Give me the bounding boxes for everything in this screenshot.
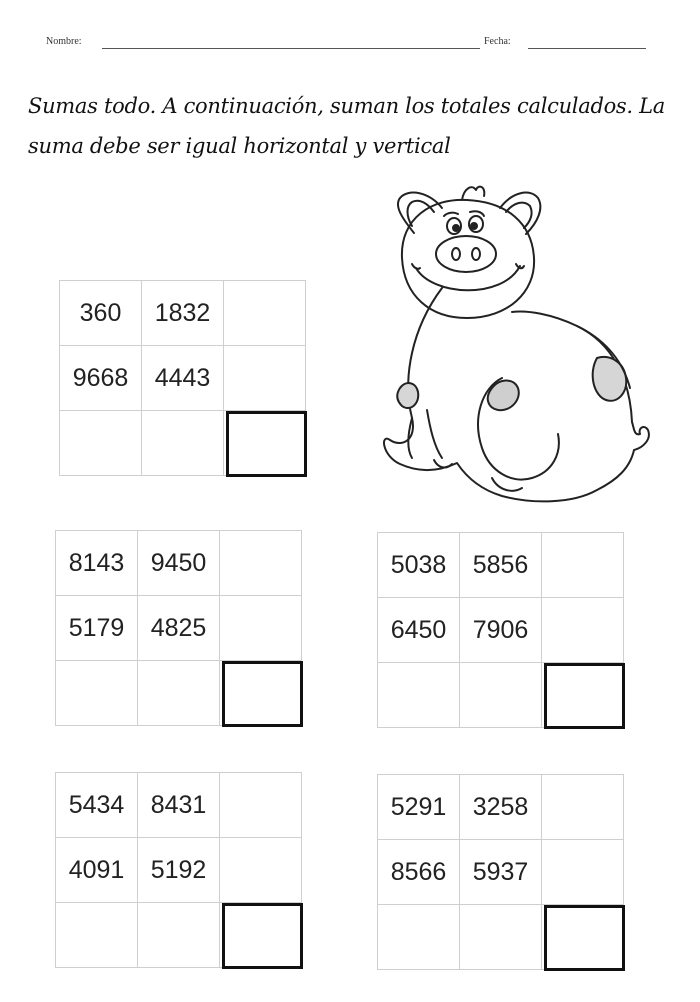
addend-cell: 5434 [56, 773, 138, 838]
column-sum-cell[interactable] [138, 903, 220, 968]
sum-grid-3 [377, 532, 624, 728]
grand-total-cell[interactable] [542, 905, 624, 970]
addend-cell: 360 [60, 281, 142, 346]
row-sum-cell[interactable] [542, 533, 624, 598]
column-sum-cell[interactable] [60, 411, 142, 476]
grand-total-box [222, 903, 303, 969]
column-sum-cell[interactable] [460, 905, 542, 970]
sum-grid-2 [55, 530, 302, 726]
row-sum-cell[interactable] [220, 773, 302, 838]
addend-cell: 5937 [460, 840, 542, 905]
grid-row [56, 531, 302, 596]
addend-cell: 9668 [60, 346, 142, 411]
instructions-text: Sumas todo. A continuación, suman los totales calculados. La suma debe ser igual horizontal y vertical [28, 94, 666, 158]
grand-total-cell[interactable] [220, 661, 302, 726]
row-sum-cell[interactable] [224, 346, 306, 411]
addend-cell: 8431 [138, 773, 220, 838]
grid-row [378, 905, 624, 970]
row-sum-cell[interactable] [542, 598, 624, 663]
grid-row [60, 411, 306, 476]
grid-row [60, 281, 306, 346]
grand-total-cell[interactable] [220, 903, 302, 968]
addend-cell: 9450 [138, 531, 220, 596]
column-sum-cell[interactable] [460, 663, 542, 728]
grid-row [56, 596, 302, 661]
row-sum-cell[interactable] [220, 531, 302, 596]
addend-cell: 1832 [142, 281, 224, 346]
addend-cell: 4091 [56, 838, 138, 903]
addend-cell: 4443 [142, 346, 224, 411]
row-sum-cell[interactable] [224, 281, 306, 346]
date-label: Fecha: [484, 36, 511, 47]
grand-total-box [544, 663, 625, 729]
grand-total-box [222, 661, 303, 727]
grand-total-cell[interactable] [224, 411, 306, 476]
grid-row [378, 598, 624, 663]
name-field[interactable] [102, 48, 480, 49]
sum-grid-5 [377, 774, 624, 970]
sum-grid-4 [55, 772, 302, 968]
sum-grid-1 [59, 280, 306, 476]
addend-cell: 5192 [138, 838, 220, 903]
grand-total-cell[interactable] [542, 663, 624, 728]
grid-row [56, 838, 302, 903]
addend-cell: 8566 [378, 840, 460, 905]
grid-row [378, 663, 624, 728]
grid-row [378, 775, 624, 840]
grid-row [56, 773, 302, 838]
name-label: Nombre: [46, 36, 82, 47]
grid-row [56, 903, 302, 968]
header [46, 36, 656, 52]
addend-cell: 7906 [460, 598, 542, 663]
row-sum-cell[interactable] [220, 596, 302, 661]
grand-total-box [226, 411, 307, 477]
column-sum-cell[interactable] [56, 661, 138, 726]
addend-cell: 6450 [378, 598, 460, 663]
grid-row [60, 346, 306, 411]
pig-icon [372, 178, 662, 518]
date-field[interactable] [528, 48, 646, 49]
row-sum-cell[interactable] [542, 840, 624, 905]
grid-row [378, 840, 624, 905]
row-sum-cell[interactable] [220, 838, 302, 903]
grid-row [56, 661, 302, 726]
column-sum-cell[interactable] [56, 903, 138, 968]
addend-cell: 5179 [56, 596, 138, 661]
addend-cell: 8143 [56, 531, 138, 596]
addend-cell: 5038 [378, 533, 460, 598]
addend-cell: 3258 [460, 775, 542, 840]
grand-total-box [544, 905, 625, 971]
addend-cell: 4825 [138, 596, 220, 661]
addend-cell: 5291 [378, 775, 460, 840]
column-sum-cell[interactable] [378, 905, 460, 970]
addend-cell: 5856 [460, 533, 542, 598]
column-sum-cell[interactable] [378, 663, 460, 728]
column-sum-cell[interactable] [138, 661, 220, 726]
column-sum-cell[interactable] [142, 411, 224, 476]
row-sum-cell[interactable] [542, 775, 624, 840]
grid-row [378, 533, 624, 598]
